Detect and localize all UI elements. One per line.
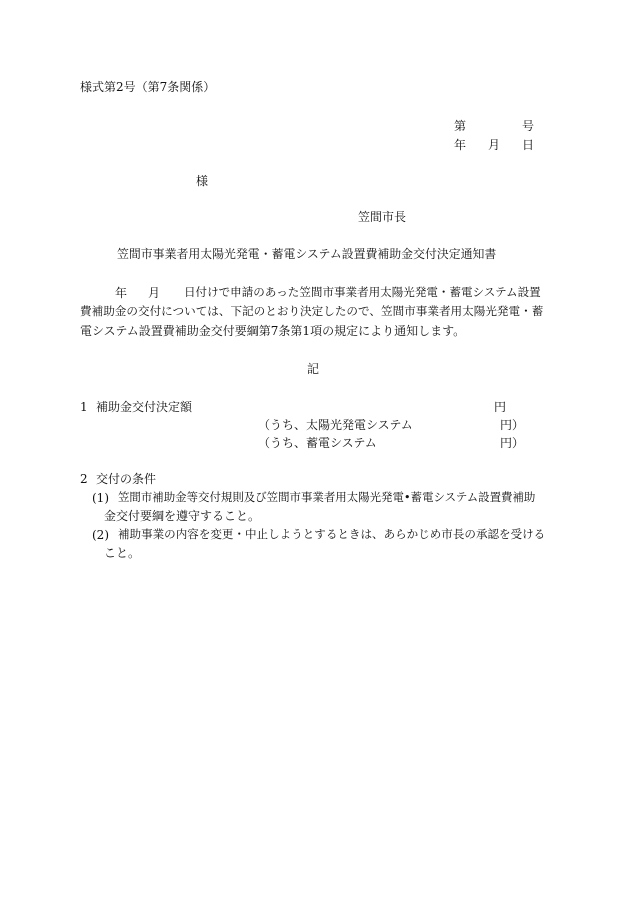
form-number: 様式第2号（第7条関係） — [80, 80, 216, 94]
date-month: 月 — [488, 138, 501, 152]
section-1-label: 補助金交付決定額 — [96, 400, 193, 414]
condition-1-line-2: 金交付要綱を遵守すること。 — [104, 509, 261, 523]
storage-label: （うち、蓄電システム — [258, 436, 377, 450]
section-1-number: 1 — [80, 400, 88, 414]
condition-2-number: (2) — [92, 528, 109, 542]
date-day: 日 — [522, 138, 535, 152]
body-month: 月 — [148, 286, 161, 300]
date-year: 年 — [454, 138, 467, 152]
solar-yen: 円） — [500, 418, 525, 432]
body-line-2: 費補助金の交付については、下記のとおり決定したので、笠間市事業者用太陽光発電・蓄 — [80, 304, 544, 318]
addressee-honorific: 様 — [196, 174, 209, 188]
issuer: 笠間市長 — [358, 210, 407, 224]
ki-heading: 記 — [307, 362, 320, 376]
condition-2-line-2: こと。 — [104, 546, 141, 560]
doc-number-go: 号 — [522, 119, 535, 133]
body-line-1: 日付けで申請のあった笠間市事業者用太陽光発電・蓄電システム設置 — [184, 285, 541, 299]
solar-label: （うち、太陽光発電システム — [258, 418, 413, 432]
condition-1-line-1: 笠間市補助金等交付規則及び笠間市事業者用太陽光発電•蓄電システム設置費補助 — [118, 490, 536, 504]
doc-number-dai: 第 — [454, 119, 467, 133]
section-2-label: 交付の条件 — [96, 472, 157, 486]
storage-yen: 円） — [500, 436, 525, 450]
condition-1-number: (1) — [92, 491, 109, 505]
section-2-number: 2 — [80, 472, 88, 486]
total-yen: 円 — [494, 400, 507, 414]
body-year: 年 — [115, 286, 128, 300]
page-title: 笠間市事業者用太陽光発電・蓄電システム設置費補助金交付決定通知書 — [117, 247, 497, 261]
condition-2-line-1: 補助事業の内容を変更・中止しようとするときは、あらかじめ市長の承認を受ける — [118, 527, 546, 541]
body-line-3: 電システム設置費補助金交付要綱第7条第1項の規定により通知します。 — [80, 324, 466, 338]
